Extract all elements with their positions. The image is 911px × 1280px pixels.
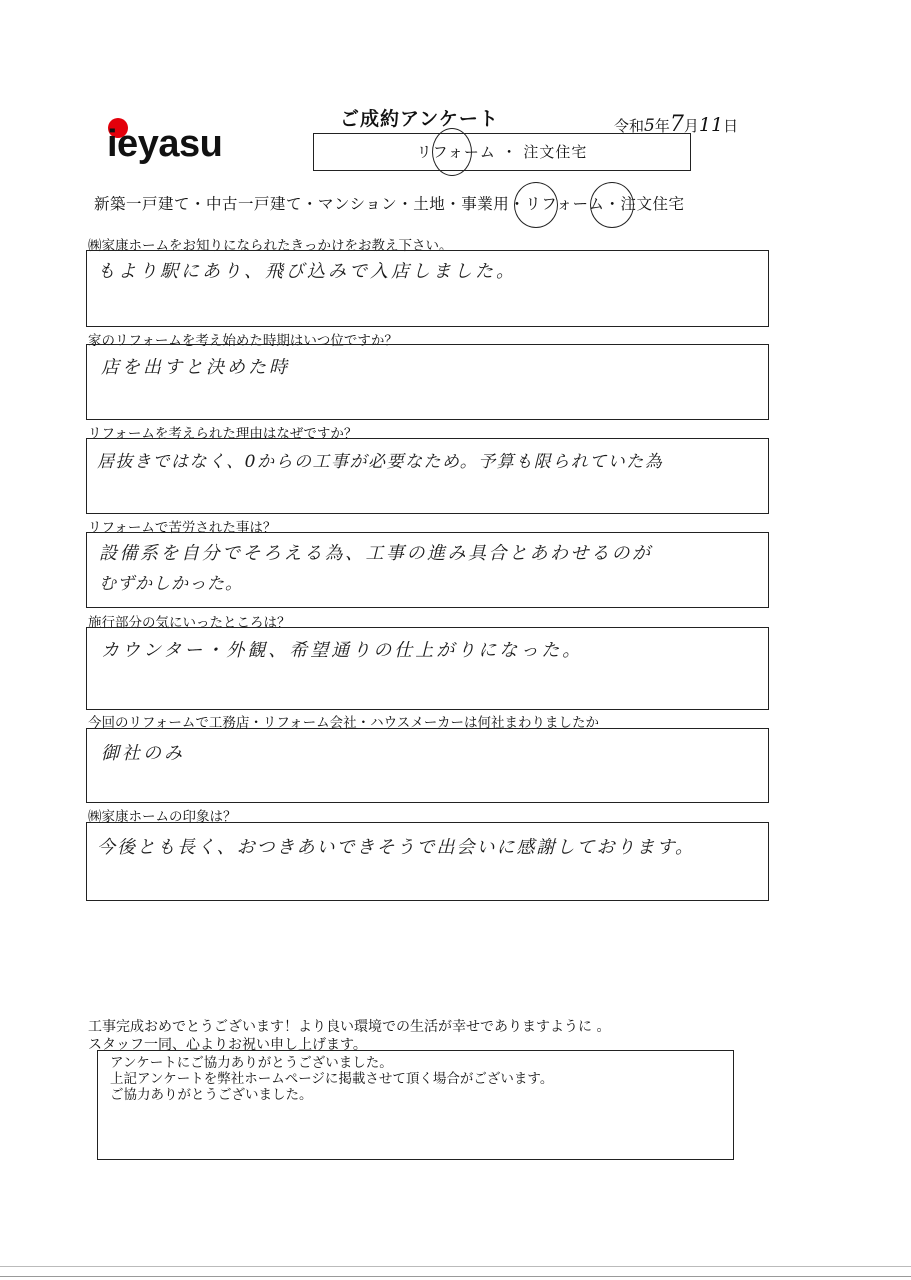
question-label: リフォームで苦労された事は？ <box>88 520 277 536</box>
date-year-handwritten: 5 <box>644 116 655 136</box>
survey-type-box: リフォーム ・ 注文住宅 <box>313 133 691 171</box>
date-year-unit: 年 <box>654 117 670 135</box>
date-day-handwritten: 11 <box>698 114 724 136</box>
handwritten-answer: 店を出すと決めた時 <box>101 357 290 378</box>
answer-box <box>86 627 769 710</box>
page-title: ご成約アンケート <box>340 108 499 130</box>
answer-box <box>86 250 769 327</box>
handwritten-answer: もより駅にあり、飛び込みで入店しました。 <box>97 261 517 282</box>
handwritten-answer: 今後とも長く、おつきあいできそうで出会いに感謝しております。 <box>97 837 696 858</box>
question-label: 施行部分の気にいったところは？ <box>88 615 291 631</box>
answer-box <box>86 728 769 803</box>
answer-box <box>86 532 769 608</box>
handwritten-circle-mark <box>432 128 472 176</box>
question-label: リフォームを考えられた理由はなぜですか？ <box>88 426 358 442</box>
notice-box <box>97 1050 734 1160</box>
answer-box <box>86 344 769 420</box>
date-month-unit: 月 <box>683 117 699 135</box>
notice-line: アンケートにご協力ありがとうございました。 <box>110 1055 393 1071</box>
question-label: 今回のリフォームで工務店・リフォーム会社・ハウスメーカーは何社まわりましたか <box>88 715 599 731</box>
company-logo: ieyasu <box>107 123 223 165</box>
question-label: ㈱家康ホームをお知りになられたきっかけをお教え下さい。 <box>88 238 453 254</box>
question-label: ㈱家康ホームの印象は？ <box>88 809 237 825</box>
scan-edge-line <box>0 1266 911 1267</box>
handwritten-answer: 居抜きではなく、0からの工事が必要なため。予算も限られていた為 <box>97 452 664 472</box>
handwritten-answer: むずかしかった。 <box>99 574 243 594</box>
question-label: 家のリフォームを考え始めた時期はいつ位ですか？ <box>88 333 398 349</box>
handwritten-circle-mark <box>590 182 634 228</box>
staff-message: スタッフ一同、心よりお祝い申し上げます。 <box>88 1037 367 1053</box>
date-month-handwritten: 7 <box>669 112 684 137</box>
congratulations-message: 工事完成おめでとうございます！より良い環境での生活が幸せでありますように 。 <box>88 1019 611 1035</box>
answer-box <box>86 822 769 901</box>
date-day-unit: 日 <box>723 117 739 135</box>
notice-line: ご協力ありがとうございました。 <box>110 1087 313 1103</box>
handwritten-answer: 御社のみ <box>101 743 185 764</box>
handwritten-answer: 設備系を自分でそろえる為、工事の進み具合とあわせるのが <box>99 543 653 564</box>
handwritten-circle-mark <box>514 182 558 228</box>
handwritten-answer: カウンター・外観、希望通りの仕上がりになった。 <box>101 640 584 661</box>
date-era: 令和 <box>614 117 645 135</box>
notice-line: 上記アンケートを弊社ホームページに掲載させて頂く場合がございます。 <box>110 1071 554 1087</box>
category-options: 新築一戸建て・中古一戸建て・マンション・土地・事業用・リフォーム・注文住宅 <box>94 195 685 213</box>
answer-box <box>86 438 769 514</box>
scan-edge-line <box>0 1276 911 1277</box>
